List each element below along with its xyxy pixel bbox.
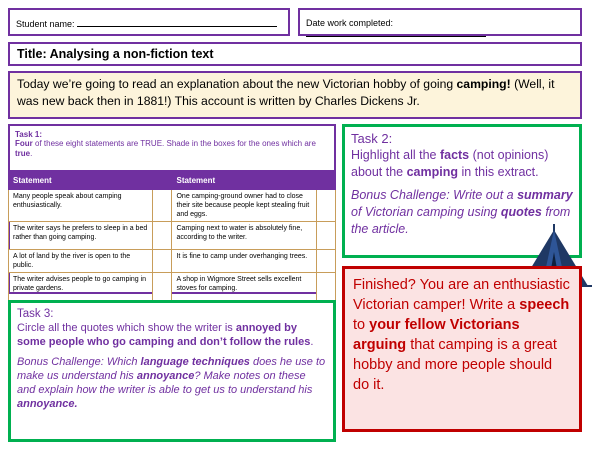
task3-bonus-bold-techniques: language techniques <box>140 356 250 368</box>
task3-bonus-bold-annoyance: annoyance <box>136 370 195 382</box>
task1-desc-bold2: true <box>15 149 31 158</box>
student-name-box <box>8 8 290 36</box>
task1-desc-end: . <box>30 149 33 158</box>
task2-text-2: (not opinions) about the <box>351 148 549 179</box>
statement-cell: One camping-ground owner had to close their site because people kept stealing fruit and eggs. <box>172 190 316 222</box>
table-row <box>9 250 336 273</box>
task3-text-2: . <box>310 336 314 348</box>
column-header: Statement <box>172 171 316 190</box>
task1-desc-rest: of these eight statements are TRUE. Shade in the boxes for the ones which are <box>32 139 316 148</box>
task2-bold-camping: camping <box>406 165 459 179</box>
task2-bonus-bold-quotes: quotes <box>500 205 542 219</box>
table-row <box>9 273 336 301</box>
extension-bold-speech: speech <box>519 297 570 313</box>
task3-instructions <box>17 321 327 349</box>
intro-text-1: Today we’re going to read an explanation about the new Victorian hobby of going <box>17 77 457 91</box>
statement-cell: Many people speak about camping enthusiastically. <box>9 190 153 222</box>
shade-box[interactable] <box>153 250 172 273</box>
extension-task-box <box>342 266 582 432</box>
task1-description <box>15 139 329 159</box>
task2-instructions <box>351 147 573 181</box>
task3-heading: Task 3: <box>17 308 54 320</box>
intro-text-2: (Well, it was new back then in 1881!) This account is written by Charles Dickens Jr. <box>17 77 555 108</box>
shade-box[interactable] <box>316 273 335 301</box>
task2-bonus-bold-summary: summary <box>517 188 573 202</box>
task2-text-1: Highlight all the <box>351 148 440 162</box>
intro-bold-camping: camping! <box>456 77 511 91</box>
shade-box[interactable] <box>153 273 172 301</box>
task2-bonus-text-1: Bonus Challenge: Write out a <box>351 188 518 202</box>
student-name-label: Student name: <box>16 19 75 29</box>
date-completed-label: Date work completed: <box>306 18 394 28</box>
task1-desc-bold: Four <box>15 139 33 148</box>
intro-box <box>8 71 582 119</box>
statements-table <box>8 170 336 301</box>
column-header-tick <box>153 171 172 190</box>
task3-bold-annoyed: annoyed by some people who go camping and don’t follow the rules <box>17 322 311 348</box>
task2-bold-facts: facts <box>439 148 470 162</box>
extension-bold-audience: your fellow Victorians arguing <box>353 317 520 353</box>
column-header: Statement <box>9 171 153 190</box>
statement-cell: A shop in Wigmore Street sells excellent stoves for camping. <box>172 273 316 301</box>
task1-heading: Task 1: <box>15 130 42 139</box>
statement-cell: The writer advises people to go camping in private gardens. <box>9 273 153 301</box>
statement-cell: It is fine to camp under overhanging trees. <box>172 250 316 273</box>
task2-bonus-text-2: of Victorian camping using <box>351 205 501 219</box>
shade-box[interactable] <box>153 190 172 222</box>
page-title-box <box>8 42 582 66</box>
shade-box[interactable] <box>316 222 335 250</box>
extension-task-text <box>353 275 571 395</box>
extension-text-1: Finished? You are an enthusiastic Victorian camper! Write a <box>353 277 570 313</box>
date-completed-line[interactable] <box>306 28 486 37</box>
task3-bonus-text-3: ? Make notes on these and explain how the writer is able to get us to understand his <box>17 370 313 396</box>
shade-box[interactable] <box>316 190 335 222</box>
task3-box <box>8 300 336 442</box>
column-header-tick <box>316 171 335 190</box>
task2-bonus-text-3: from the article. <box>351 205 571 236</box>
shade-box[interactable] <box>316 250 335 273</box>
student-name-line[interactable] <box>77 18 277 27</box>
statement-cell: Camping next to water is absolutely fine, according to the writer. <box>172 222 316 250</box>
page-title: Title: Analysing a non-fiction text <box>17 47 214 61</box>
shade-box[interactable] <box>153 222 172 250</box>
date-completed-box <box>298 8 582 36</box>
task3-bonus <box>17 355 327 411</box>
task2-heading: Task 2: <box>351 131 393 146</box>
task3-bonus-text-1: Bonus Challenge: Which <box>17 356 141 368</box>
table-row <box>9 222 336 250</box>
statement-cell: A lot of land by the river is open to the public. <box>9 250 153 273</box>
extension-text-3: that camping is a great hobby and more people should do it. <box>353 337 557 393</box>
task3-text-1: Circle all the quotes which show the writer is <box>17 322 236 334</box>
extension-text-2: to <box>353 317 370 333</box>
task3-bonus-text-2: does he use to make us understand his <box>17 356 326 382</box>
table-row <box>9 190 336 222</box>
task3-bonus-bold-annoyance-2: annoyance. <box>17 398 78 410</box>
task2-text-3: in this extract. <box>458 165 539 179</box>
statement-cell: The writer says he prefers to sleep in a bed rather than going camping. <box>9 222 153 250</box>
